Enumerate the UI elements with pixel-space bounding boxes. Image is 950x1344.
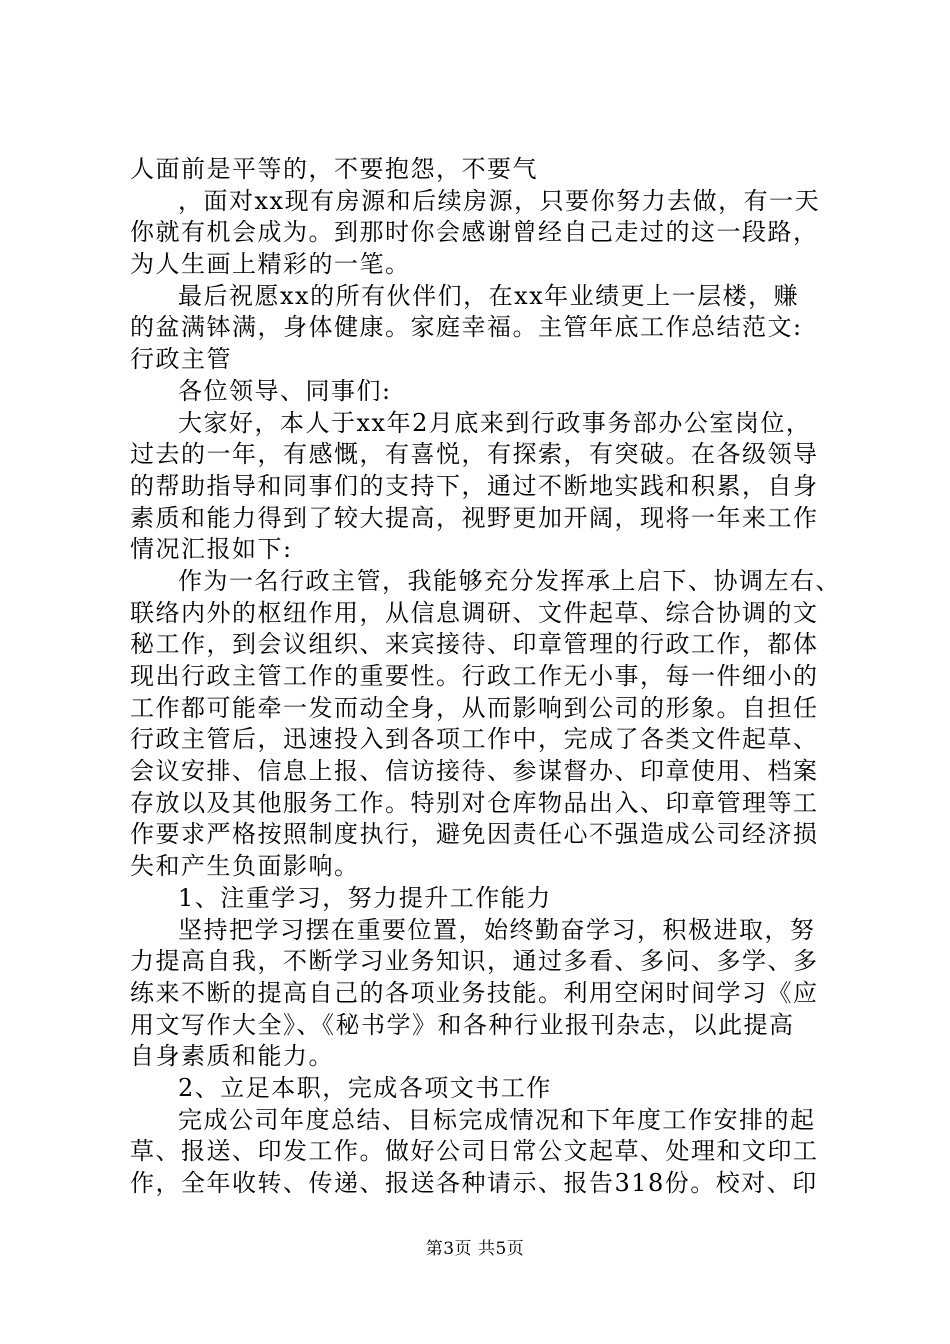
text-line: 练来不断的提高自己的各项业务技能。利用空闲时间学习《应	[130, 978, 819, 1007]
text-line: 各位领导、同事们:	[178, 376, 392, 405]
text-line: 行政主管后，迅速投入到各项工作中，完成了各类文件起草、	[130, 725, 819, 754]
page-footer	[0, 1238, 950, 1260]
text-line: 存放以及其他服务工作。特别对仓库物品出入、印章管理等工	[130, 788, 819, 817]
text-line: 2、立足本职，完成各项文书工作	[178, 1073, 552, 1102]
text-line: 过去的一年，有感慨，有喜悦，有探索，有突破。在各级领导	[130, 440, 819, 469]
document-body	[130, 154, 841, 1200]
text-line: 1、注重学习，努力提升工作能力	[178, 883, 552, 912]
text-line: 用文写作大全》、《秘书学》和各种行业报刊杂志，以此提高	[130, 1010, 795, 1039]
text-line: 秘工作，到会议组织、来宾接待、印章管理的行政工作，都体	[130, 630, 819, 659]
text-line: 自身素质和能力。	[130, 1042, 334, 1071]
text-line: ，面对xx现有房源和后续房源，只要你努力去做，有一天	[178, 186, 821, 215]
text-line: 最后祝愿xx的所有伙伴们，在xx年业绩更上一层楼，赚	[178, 281, 800, 310]
text-line: 联络内外的枢纽作用，从信息调研、文件起草、综合协调的文	[130, 598, 819, 627]
text-line: 作要求严格按照制度执行，避免因责任心不强造成公司经济损	[130, 820, 819, 849]
text-line: 作为一名行政主管，我能够充分发挥承上启下、协调左右、	[178, 566, 841, 595]
text-line: 行政主管	[130, 345, 232, 374]
text-line: 你就有机会成为。到那时你会感谢曾经自己走过的这一段路，	[130, 218, 819, 247]
text-line: 人面前是平等的，不要抱怨，不要气	[130, 155, 538, 183]
text-line: 的盆满钵满，身体健康。家庭幸福。主管年底工作总结范文:	[130, 313, 803, 342]
text-line: 失和产生负面影响。	[130, 852, 360, 881]
text-line: 的帮助指导和同事们的支持下，通过不断地实践和积累，自身	[130, 471, 819, 500]
page-number-label: 第3页 共5页	[425, 1239, 525, 1259]
text-line: 现出行政主管工作的重要性。行政工作无小事，每一件细小的	[130, 662, 819, 690]
text-line: 素质和能力得到了较大提高，视野更加开阔，现将一年来工作	[130, 503, 819, 532]
text-line: 大家好，本人于xx年2月底来到行政事务部办公室岗位，	[178, 408, 812, 437]
text-line: 草、报送、印发工作。做好公司日常公文起草、处理和文印工	[130, 1137, 819, 1166]
text-line: 工作都可能牵一发而动全身，从而影响到公司的形象。自担任	[130, 693, 819, 722]
text-line: 会议安排、信息上报、信访接待、参谋督办、印章使用、档案	[130, 757, 819, 786]
text-line: 完成公司年度总结、目标完成情况和下年度工作安排的起	[178, 1105, 816, 1134]
text-line: 情况汇报如下:	[130, 535, 293, 564]
text-line: 为人生画上精彩的一笔。	[130, 250, 411, 279]
text-line: 作，全年收转、传递、报送各种请示、报告318份。校对、印	[130, 1169, 818, 1197]
text-line: 力提高自我，不断学习业务知识，通过多看、多问、多学、多	[130, 947, 819, 976]
text-line: 坚持把学习摆在重要位置，始终勤奋学习，积极进取，努	[178, 915, 816, 944]
